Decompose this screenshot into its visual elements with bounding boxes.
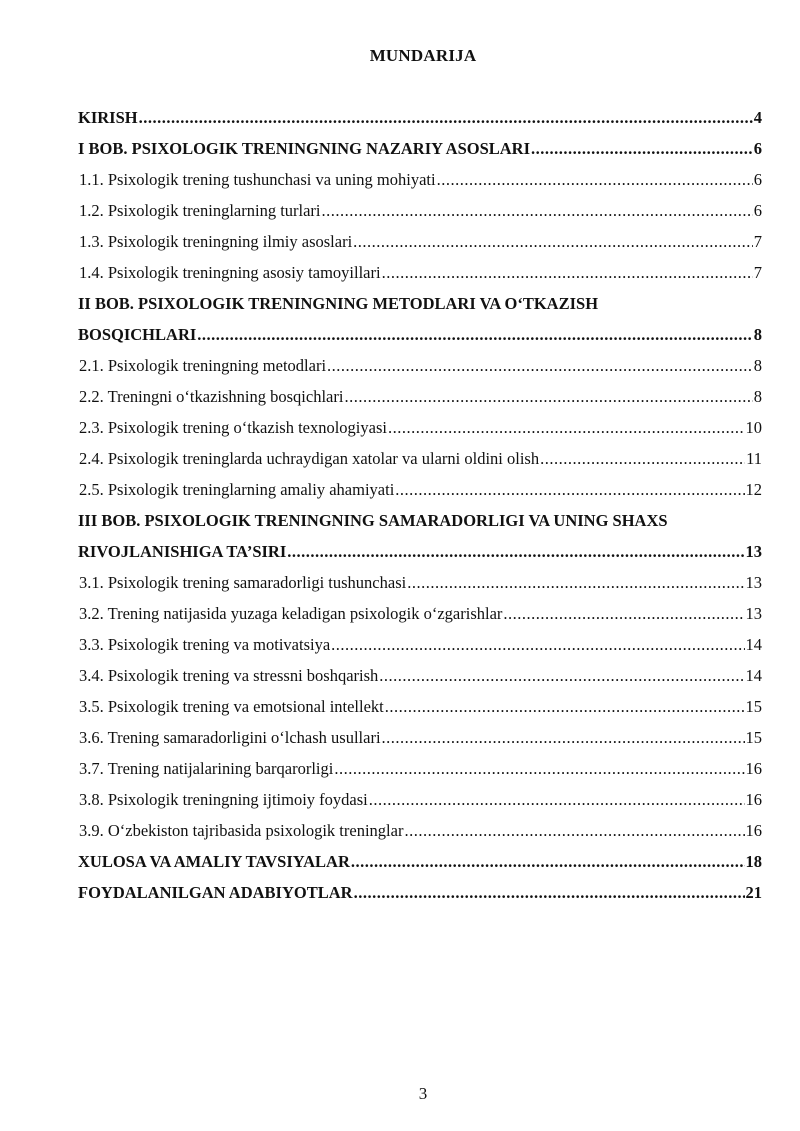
toc-entry-label: 2.5. Psixologik treninglarning amaliy ahamiyati xyxy=(79,480,395,499)
toc-entry-3-2[interactable] xyxy=(78,598,762,629)
toc-entry-xulosa[interactable] xyxy=(78,846,762,877)
toc-entry-page: 6 xyxy=(753,170,762,189)
toc-entry-page: 16 xyxy=(745,759,762,778)
toc-entry-page: 14 xyxy=(745,635,762,654)
toc-entry-label: 3.1. Psixologik trening samaradorligi tushunchasi xyxy=(79,573,407,592)
toc-entry-chapter-1[interactable] xyxy=(78,133,762,164)
toc-entry-page: 13 xyxy=(745,542,762,561)
toc-entry-page: 7 xyxy=(753,263,762,282)
toc-entry-page: 16 xyxy=(745,821,762,840)
toc-entry-3-3[interactable] xyxy=(78,629,762,660)
dot-leader xyxy=(351,846,745,877)
table-of-contents xyxy=(78,102,762,908)
toc-entry-label: 3.2. Trening natijasida yuzaga keladigan psixologik o‘zgarishlar xyxy=(79,604,503,623)
toc-entry-2-1[interactable] xyxy=(78,350,762,381)
toc-entry-chapter-2-line1[interactable] xyxy=(78,288,762,319)
toc-entry-label: 2.2. Treningni o‘tkazishning bosqichlari xyxy=(79,387,344,406)
toc-entry-label: 1.1. Psixologik trening tushunchasi va uning mohiyati xyxy=(79,170,436,189)
toc-entry-label: RIVOJLANISHIGA TA’SIRI xyxy=(78,542,287,561)
toc-entry-label: 3.8. Psixologik treningning ijtimoiy foydasi xyxy=(79,790,368,809)
dot-leader xyxy=(382,257,753,288)
toc-entry-page: 16 xyxy=(745,790,762,809)
toc-entry-page: 8 xyxy=(753,325,762,344)
dot-leader xyxy=(503,598,744,629)
toc-entry-label: XULOSA VA AMALIY TAVSIYALAR xyxy=(78,852,350,871)
toc-entry-page: 8 xyxy=(753,387,762,406)
toc-entry-1-1[interactable] xyxy=(78,164,762,195)
toc-entry-kirish[interactable] xyxy=(78,102,762,133)
toc-entry-label: BOSQICHLARI xyxy=(78,325,197,344)
toc-entry-page: 14 xyxy=(745,666,762,685)
toc-entry-adabiyotlar[interactable] xyxy=(78,877,762,908)
toc-entry-page: 10 xyxy=(745,418,762,437)
dot-leader xyxy=(334,753,744,784)
toc-entry-page: 6 xyxy=(753,201,762,220)
toc-entry-label: 3.9. O‘zbekiston tajribasida psixologik treninglar xyxy=(79,821,404,840)
dot-leader xyxy=(540,443,745,474)
toc-entry-2-4[interactable] xyxy=(78,443,762,474)
page-title: MUNDARIJA xyxy=(369,46,477,65)
dot-leader xyxy=(353,226,753,257)
toc-entry-3-8[interactable] xyxy=(78,784,762,815)
toc-entry-label: 2.4. Psixologik treninglarda uchraydigan xatolar va ularni oldini olish xyxy=(79,449,540,468)
toc-entry-chapter-3-line1[interactable] xyxy=(78,505,762,536)
toc-entry-3-6[interactable] xyxy=(78,722,762,753)
dot-leader xyxy=(437,164,753,195)
toc-entry-2-5[interactable] xyxy=(78,474,762,505)
dot-leader xyxy=(388,412,745,443)
toc-entry-label: KIRISH xyxy=(78,108,138,127)
dot-leader xyxy=(531,133,753,164)
dot-leader xyxy=(379,660,744,691)
toc-entry-label: 2.1. Psixologik treningning metodlari xyxy=(79,356,327,375)
dot-leader xyxy=(344,381,752,412)
toc-entry-3-4[interactable] xyxy=(78,660,762,691)
toc-entry-label: 3.6. Trening samaradorligini o‘lchash usullari xyxy=(79,728,381,747)
toc-entry-label: 3.4. Psixologik trening va stressni boshqarish xyxy=(79,666,379,685)
toc-entry-label: II BOB. PSIXOLOGIK TRENINGNING METODLARI VA O‘TKAZISH xyxy=(78,294,599,313)
dot-leader xyxy=(369,784,745,815)
dot-leader xyxy=(139,102,753,133)
dot-leader xyxy=(404,815,744,846)
toc-entry-page: 15 xyxy=(745,697,762,716)
toc-entry-page: 13 xyxy=(745,573,762,592)
toc-entry-3-5[interactable] xyxy=(78,691,762,722)
toc-entry-page: 21 xyxy=(745,883,762,902)
dot-leader xyxy=(407,567,744,598)
toc-entry-chapter-2[interactable] xyxy=(78,319,762,350)
toc-entry-page: 15 xyxy=(745,728,762,747)
toc-entry-label: 1.2. Psixologik treninglarning turlari xyxy=(79,201,321,220)
toc-entry-label: III BOB. PSIXOLOGIK TRENINGNING SAMARADORLIGI VA UNING SHAXS xyxy=(78,511,668,530)
dot-leader xyxy=(197,319,752,350)
dot-leader xyxy=(354,877,745,908)
dot-leader xyxy=(322,195,753,226)
toc-entry-label: 1.4. Psixologik treningning asosiy tamoyillari xyxy=(79,263,381,282)
dot-leader xyxy=(287,536,744,567)
dot-leader xyxy=(327,350,753,381)
toc-entry-label: 2.3. Psixologik trening o‘tkazish texnologiyasi xyxy=(79,418,387,437)
dot-leader xyxy=(382,722,745,753)
toc-entry-1-3[interactable] xyxy=(78,226,762,257)
toc-entry-1-2[interactable] xyxy=(78,195,762,226)
toc-entry-2-3[interactable] xyxy=(78,412,762,443)
toc-entry-2-2[interactable] xyxy=(78,381,762,412)
toc-entry-page: 7 xyxy=(753,232,762,251)
dot-leader xyxy=(331,629,744,660)
toc-entry-label: 3.5. Psixologik trening va emotsional intellekt xyxy=(79,697,384,716)
toc-entry-label: FOYDALANILGAN ADABIYOTLAR xyxy=(78,883,353,902)
toc-entry-3-9[interactable] xyxy=(78,815,762,846)
toc-entry-label: 3.3. Psixologik trening va motivatsiya xyxy=(79,635,331,654)
toc-entry-3-1[interactable] xyxy=(78,567,762,598)
toc-entry-page: 8 xyxy=(753,356,762,375)
toc-entry-page: 11 xyxy=(746,449,762,468)
toc-entry-3-7[interactable] xyxy=(78,753,762,784)
toc-entry-chapter-3[interactable] xyxy=(78,536,762,567)
dot-leader xyxy=(395,474,744,505)
toc-entry-page: 12 xyxy=(745,480,762,499)
toc-entry-page: 6 xyxy=(753,139,762,158)
toc-entry-label: 1.3. Psixologik treningning ilmiy asoslari xyxy=(79,232,353,251)
toc-entry-label: I BOB. PSIXOLOGIK TRENINGNING NAZARIY ASOSLARI xyxy=(78,139,531,158)
dot-leader xyxy=(385,691,745,722)
page-number: 3 xyxy=(418,1084,428,1103)
toc-entry-1-4[interactable] xyxy=(78,257,762,288)
toc-entry-page: 4 xyxy=(753,108,762,127)
toc-entry-page: 18 xyxy=(745,852,762,871)
toc-entry-label: 3.7. Trening natijalarining barqarorligi xyxy=(79,759,334,778)
toc-entry-page: 13 xyxy=(745,604,762,623)
